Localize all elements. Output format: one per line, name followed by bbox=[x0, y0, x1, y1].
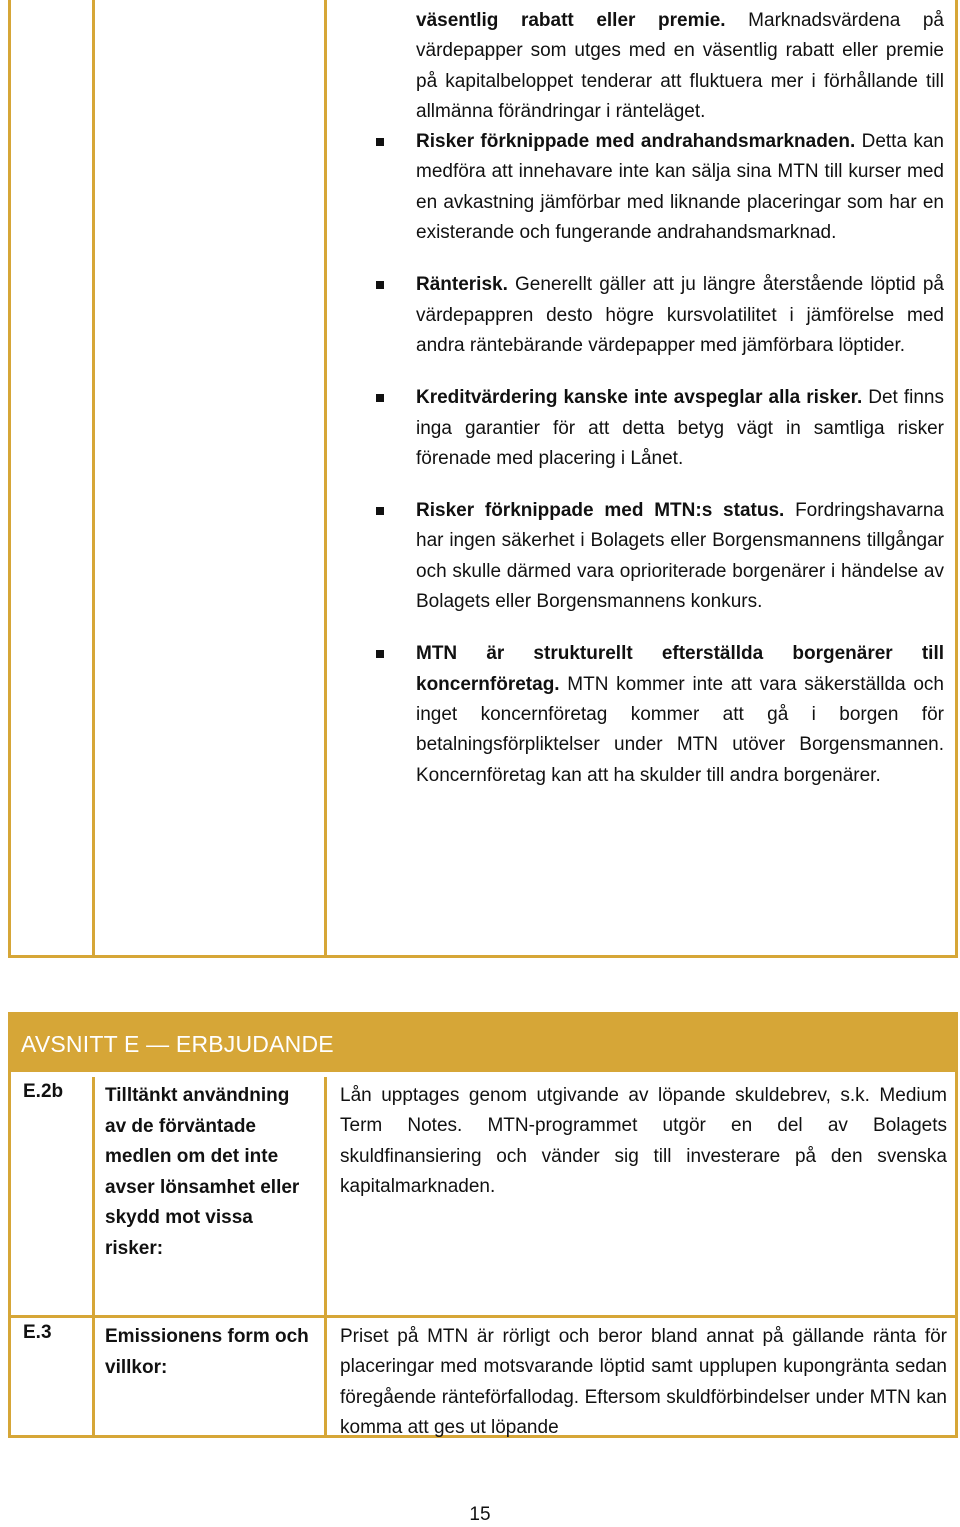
row-label: Emissionens form och villkor: bbox=[105, 1326, 309, 1378]
risk-intro-text: Marknadsvärdena på värdepapper som utges med en väsentlig rabatt eller premie på kapitalbeloppet tenderar att fluktuera mer i förhållande till allmänna förändringar i ränteläget. bbox=[416, 10, 944, 122]
section-title: AVSNITT E — ERBJUDANDE bbox=[21, 1031, 334, 1057]
row-label-cell bbox=[95, 1077, 327, 1315]
page-number: 15 bbox=[469, 1504, 491, 1525]
row-content: Priset på MTN är rörligt och beror bland annat på gällande ränta för placeringar med motsvarande löptid samt upplupen kupongränta sedan föregående ränteförfallodag. Eftersom skuldförbindelser under MTN kan komma att ges ut löpande bbox=[340, 1326, 947, 1438]
risk-item bbox=[416, 496, 944, 617]
risk-item bbox=[416, 639, 944, 790]
row-label: Tilltänkt användning av de förväntade medlen om det inte avser lönsamhet eller skydd mot vissa risker: bbox=[105, 1085, 300, 1259]
row-content-cell bbox=[327, 1077, 955, 1315]
risk-item-title: Risker förknippade med MTN:s status. bbox=[416, 500, 785, 522]
square-bullet-icon bbox=[376, 394, 384, 402]
risk-list bbox=[416, 6, 944, 813]
risk-item-text: Det finns inga garantier för att detta betyg vägt in samtliga risker förenade med placering i Lånet. bbox=[416, 387, 944, 469]
risk-intro-lead: väsentlig rabatt eller premie. bbox=[416, 10, 726, 31]
section-header bbox=[11, 1015, 955, 1072]
row-number: E.3 bbox=[23, 1322, 52, 1343]
risk-item bbox=[416, 270, 944, 361]
row-number: E.2b bbox=[23, 1081, 64, 1102]
square-bullet-icon bbox=[376, 138, 384, 146]
risk-item-title: Ränterisk. bbox=[416, 274, 508, 296]
row-content: Lån upptages genom utgivande av löpande skuldebrev, s.k. Medium Term Notes. MTN-programmet utgör en del av Bolagets skuldfinansiering och vänder sig till investerare på den svenska kapitalmarknaden. bbox=[340, 1085, 947, 1197]
row-label-cell bbox=[95, 1318, 327, 1435]
risk-item-text: Generellt gäller att ju längre återstående löptid på värdepappren desto högre kursvolatilitet i jämförelse med andra räntebärande värdepapper med jämförbara löptider. bbox=[416, 274, 944, 356]
row-number-cell bbox=[11, 1077, 95, 1315]
risk-item-text: Detta kan medföra att innehavare inte kan sälja sina MTN till kurser med en avkastning jämförbar med liknande placeringar som har en existerande och fungerande andrahandsmarknad. bbox=[416, 131, 944, 244]
risk-table-label-column bbox=[95, 0, 327, 955]
risk-item bbox=[416, 383, 944, 474]
risk-table-number-column bbox=[11, 0, 95, 955]
square-bullet-icon bbox=[376, 507, 384, 515]
square-bullet-icon bbox=[376, 650, 384, 658]
square-bullet-icon bbox=[376, 281, 384, 289]
table-row bbox=[11, 1315, 955, 1438]
risk-item bbox=[416, 127, 944, 248]
row-number-cell bbox=[11, 1318, 95, 1435]
risk-item-title: Risker förknippade med andrahandsmarknaden. bbox=[416, 131, 856, 153]
risk-item-text: Fordringshavarna har ingen säkerhet i Bolagets eller Borgensmannens tillgångar och skulle därmed vara oprioriterade borgenärer i händelse av Bolagets eller Borgensmannens konkurs. bbox=[416, 500, 944, 613]
risk-item-title: MTN är strukturellt efterställda borgenärer till koncernföretag. bbox=[416, 643, 944, 695]
row-content-cell bbox=[327, 1318, 955, 1438]
table-row bbox=[11, 1077, 955, 1315]
risk-item-text: MTN kommer inte att vara säkerställda och inget koncernföretag kommer att gå i borgen för betalningsförpliktelser under MTN utöver Borgensmannen. Koncernföretag kan att ha skulder till andra borgenärer. bbox=[416, 673, 944, 786]
risk-item-title: Kreditvärdering kanske inte avspeglar alla risker. bbox=[416, 387, 863, 409]
section-e-table bbox=[8, 1012, 958, 1438]
risk-intro-paragraph bbox=[416, 6, 944, 127]
